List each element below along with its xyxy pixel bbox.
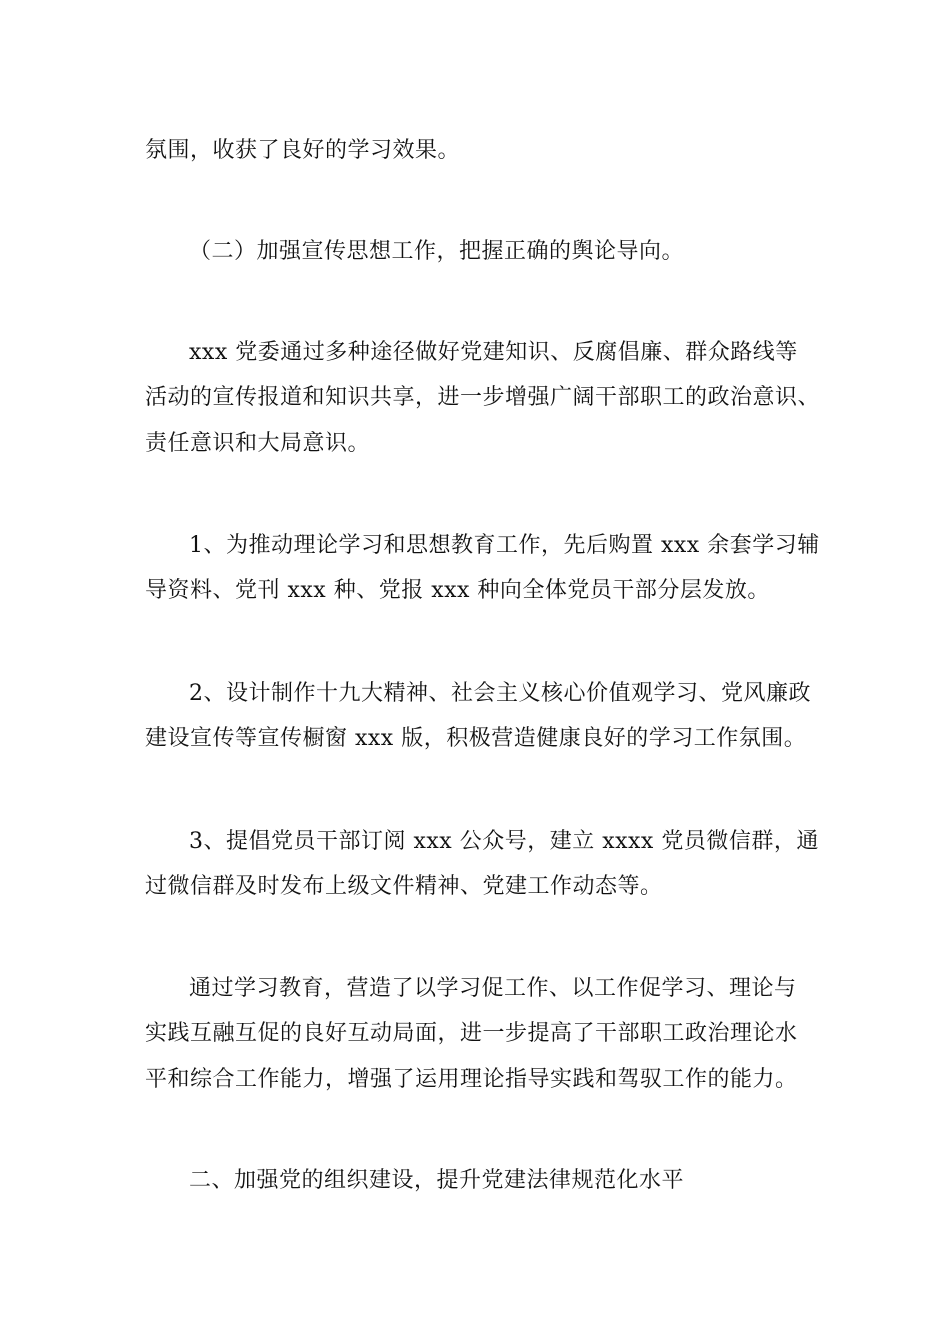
list-item-line: 过微信群及时发布上级文件精神、党建工作动态等。 — [145, 874, 663, 899]
section-heading: （二）加强宣传思想工作，把握正确的舆论导向。 — [189, 239, 685, 264]
paragraph-line: 平和综合工作能力，增强了运用理论指导实践和驾驭工作的能力。 — [145, 1067, 798, 1092]
list-item-line: 1、为推动理论学习和思想教育工作，先后购置 xxx 余套学习辅 — [189, 533, 820, 558]
paragraph-line: 责任意识和大局意识。 — [145, 431, 371, 456]
paragraph-line: 活动的宣传报道和知识共享，进一步增强广阔干部职工的政治意识、 — [145, 385, 821, 410]
paragraph-line: xxx 党委通过多种途径做好党建知识、反腐倡廉、群众路线等 — [189, 340, 798, 365]
section-heading: 二、加强党的组织建设，提升党建法律规范化水平 — [189, 1168, 685, 1193]
list-item-line: 建设宣传等宣传橱窗 xxx 版，积极营造健康良好的学习工作氛围。 — [145, 726, 807, 751]
paragraph-line: 通过学习教育，营造了以学习促工作、以工作促学习、理论与 — [189, 976, 797, 1001]
list-item-line: 3、提倡党员干部订阅 xxx 公众号，建立 xxxx 党员微信群，通 — [189, 829, 819, 854]
list-item-line: 导资料、党刊 xxx 种、党报 xxx 种向全体党员干部分层发放。 — [145, 578, 770, 603]
paragraph-line: 实践互融互促的良好互动局面，进一步提高了干部职工政治理论水 — [145, 1021, 798, 1046]
list-item-line: 2、设计制作十九大精神、社会主义核心价值观学习、党风廉政 — [189, 681, 811, 706]
paragraph-line: 氛围，收获了良好的学习效果。 — [145, 138, 461, 163]
